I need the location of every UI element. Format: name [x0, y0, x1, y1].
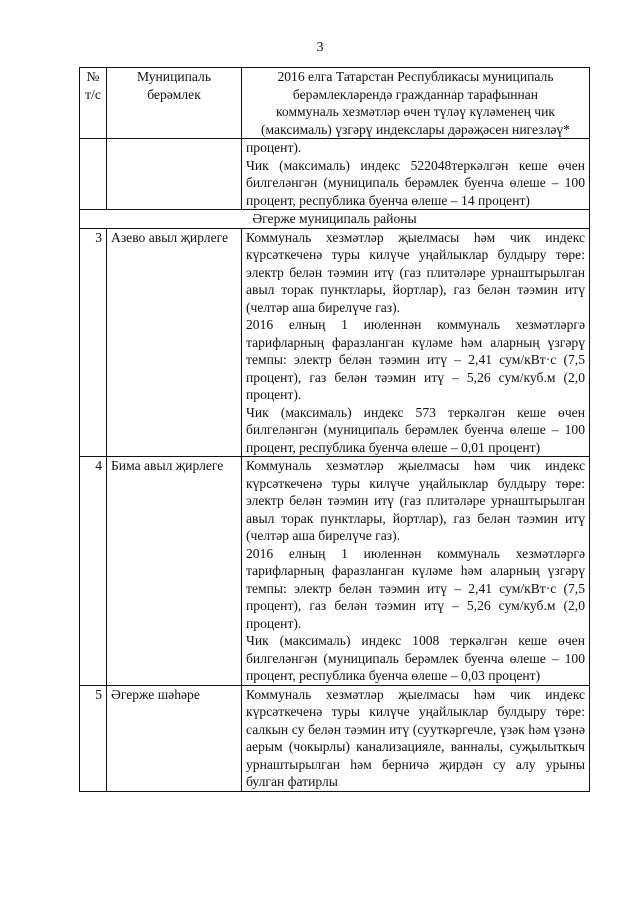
row-paragraph: Коммуналь хезмәтләр җыелмасы һәм чик индекс күрсәткеченә туры килүче уңайлыклар булдыру төре: электр белән тәэмин итү (газ плитәләре урнаштырылган авыл торак пунктлары, йортлар), газ белән тәэмин итү (челтәр аша бирелүче газ). [246, 229, 585, 315]
row-justification [242, 228, 590, 457]
row-paragraph: 2016 елның 1 июленнән коммуналь хезмәтләргә тарифларның фаразланган күләме һәм аларның үзгәрү темпы: электр белән тәэмин итү – 2,41 сум/кВт·с (7,5 процент), газ белән тәэмин итү – 5,26 сум/куб.м (2,0 процент). [246, 545, 585, 631]
header-justification-line-1: 2016 елга Татарстан Республикасы муниципаль [277, 69, 554, 84]
continuation-name-cell [107, 139, 242, 210]
row-municipality-name: Азево авыл җирлеге [107, 228, 242, 457]
row-municipality-name: Әгерже шәһәре [107, 685, 242, 791]
row-number: 3 [80, 228, 107, 457]
continuation-line: процент). [246, 140, 302, 155]
header-municipality-line-2: берәмлек [147, 86, 201, 102]
header-municipality [107, 68, 242, 139]
row-justification [242, 685, 590, 791]
table-header-row [80, 68, 590, 139]
header-justification [242, 68, 590, 139]
row-number: 4 [80, 457, 107, 686]
continuation-number-cell [80, 139, 107, 210]
page-number: 3 [316, 40, 324, 55]
header-number-line-1: № [86, 69, 100, 84]
table-row [80, 457, 590, 686]
table-row-continuation [80, 139, 590, 210]
row-paragraph: 2016 елның 1 июленнән коммуналь хезмәтләргә тарифларның фаразланган күләме һәм аларның үзгәрү темпы: электр белән тәэмин итү – 2,41 сум/кВт·с (7,5 процент), газ белән тәэмин итү – 5,26 сум/куб.м (2,0 процент). [246, 317, 585, 402]
continuation-line: Чик (максималь) индекс 522048теркәлгән кеше өчен билгеләнгән (муниципаль берәмлек буенча өлеше – 100 процент, республика буенча өлеше – 14 процент) [246, 157, 585, 208]
row-municipality-name: Бима авыл җирлеге [107, 457, 242, 686]
header-number [80, 68, 107, 139]
header-municipality-line-1: Муниципаль [136, 69, 212, 84]
continuation-body-cell [242, 139, 590, 210]
row-paragraph: Коммуналь хезмәтләр җыелмасы һәм чик индекс күрсәткеченә туры килүче уңайлыклар булдыру төре: салкын су белән тәэмин итү (сууткәргечле, үзәк һәм үзәнә аерым (чокырлы) канализацияле, ванналы, суҗылыткыч урнаштырылган һәм берничә җирдән су алу урыны булган фатирлы [246, 686, 585, 789]
row-paragraph: Чик (максималь) индекс 1008 теркәлгән кеше өчен билгеләнгән (муниципаль берәмлек буенча өлеше – 100 процент, республика буенча өлеше – 0,03 процент) [246, 633, 585, 683]
table-row [80, 685, 590, 791]
header-justification-line-2: берәмлекләрендә гражданнар тарафыннан [292, 86, 539, 102]
table-row [80, 228, 590, 457]
row-number: 5 [80, 685, 107, 791]
row-justification [242, 457, 590, 686]
row-paragraph: Коммуналь хезмәтләр җыелмасы һәм чик индекс күрсәткеченә туры килүче уңайлыклар булдыру төре: электр белән тәэмин итү (газ плитәләре урнаштырылган авыл торак пунктлары, йортлар), газ белән тәэмин итү (челтәр аша бирелүче газ). [246, 458, 585, 543]
header-number-line-2: т/с [85, 86, 101, 102]
section-row [80, 210, 590, 229]
header-justification-line-3: коммуналь хезмәтләр өчен түләү күләменең чик [276, 104, 555, 119]
row-paragraph: Чик (максималь) индекс 573 теркәлгән кеше өчен билгеләнгән (муниципаль берәмлек буенча өлеше – 100 процент, республика буенча өлеше – 0,01 процент) [246, 404, 585, 455]
section-title: Әгерже муниципаль районы [80, 210, 590, 229]
index-table [79, 67, 590, 792]
header-justification-line-4: (максималь) үзгәрү индекслары дәрәҗәсен нигезләү* [261, 121, 570, 137]
